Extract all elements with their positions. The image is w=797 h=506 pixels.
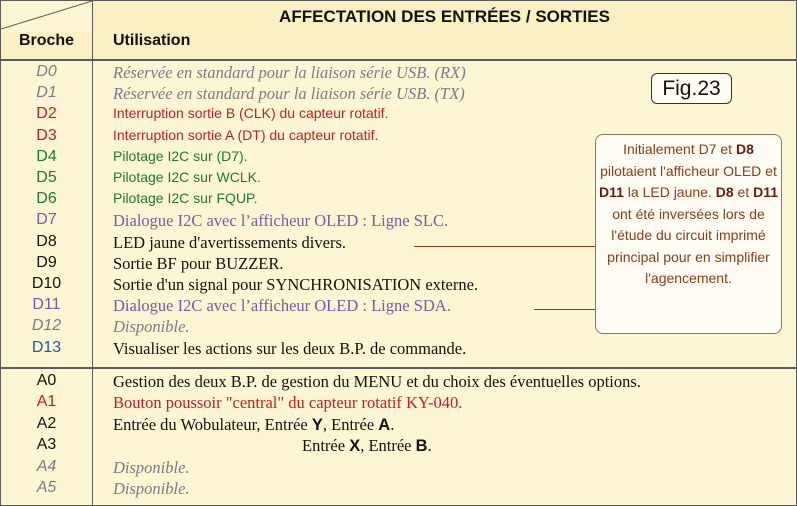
usage-text-part: , Entrée [360, 436, 416, 456]
note-text: D8 [715, 184, 734, 200]
pin-label: D11 [32, 296, 61, 314]
usage-text: Sortie d'un signal pour SYNCHRONISATION externe. [113, 275, 479, 294]
pin-label: D10 [31, 275, 62, 292]
note-box [595, 134, 782, 334]
usage-text-part: . [427, 436, 432, 456]
pin-label: D9 [36, 253, 57, 271]
pin-label: D13 [31, 338, 62, 356]
note-text: la LED jaune. [623, 184, 716, 200]
usage-text-part: X [349, 437, 361, 456]
note-text: Initialement D7 et [623, 141, 736, 157]
table-row [1, 458, 796, 479]
usage-text-part: Y [311, 415, 323, 434]
leader-line-d11 [534, 309, 595, 310]
usage-text: Dialogue I2C avec l’afficheur OLED : Ligne SLC. [113, 211, 449, 231]
usage-text-part: Entrée [302, 436, 350, 456]
divider [1, 367, 796, 369]
usage-text: Disponible. [113, 479, 190, 498]
usage-text: Bouton poussoir "central" du capteur rotatif KY-040. [113, 393, 463, 413]
usage-text-part: B [415, 437, 428, 456]
column-header-pin: Broche [18, 32, 75, 49]
usage-text: Pilotage I2C sur WCLK. [113, 169, 261, 185]
usage-text: Gestion des deux B.P. de gestion du MENU et du choix des éventuelles options. [113, 372, 641, 391]
usage-text-part: . [390, 414, 395, 434]
usage-text: Réservée en standard pour la liaison série USB. (RX) [113, 63, 466, 82]
note-text: D11 [598, 184, 624, 200]
column-divider [92, 1, 93, 505]
pin-label: A3 [36, 436, 57, 454]
corner-diagonal [1, 1, 93, 32]
usage-text [113, 415, 394, 435]
pin-label: D12 [31, 317, 62, 335]
pin-label: D6 [36, 190, 57, 208]
pin-label: D0 [36, 63, 57, 80]
pin-label: A0 [36, 372, 57, 389]
usage-text-part: Entrée du Wobulateur, Entrée [113, 414, 312, 434]
note-text: pilotaient l'afficheur OLED et [600, 162, 777, 179]
column-header-usage: Utilisation [113, 32, 191, 49]
table-row [1, 339, 796, 360]
pin-label: A1 [36, 393, 57, 411]
pin-label: D4 [36, 147, 57, 165]
table-row [1, 479, 796, 500]
pin-label: D1 [36, 84, 57, 102]
usage-text: Dialogue I2C avec l’afficheur OLED : Ligne SDA. [113, 296, 451, 316]
usage-text: Réservée en standard pour la liaison série USB. (TX) [113, 84, 465, 104]
usage-text: Pilotage I2C sur (D7). [113, 147, 248, 164]
usage-text: Sortie BF pour BUZZER. [113, 253, 284, 273]
pin-label: D8 [36, 232, 57, 250]
note-text: D11 [753, 184, 779, 200]
note-text: et [733, 184, 754, 200]
pin-label: D5 [36, 169, 57, 186]
leader-line-d8 [414, 246, 595, 247]
usage-text-part: , Entrée [322, 414, 379, 434]
pin-label: D7 [36, 211, 57, 229]
usage-text: LED jaune d'avertissements divers. [113, 232, 346, 252]
column-header-row [1, 32, 796, 59]
table-row [1, 105, 796, 126]
usage-text: Pilotage I2C sur FQUP. [113, 190, 258, 207]
pin-label: A4 [36, 457, 57, 475]
pin-label: D2 [36, 105, 57, 123]
usage-text: Disponible. [113, 317, 190, 337]
table-title: AFFECTATION DES ENTRÉES / SORTIES [93, 1, 796, 32]
usage-text-part: A [378, 415, 391, 434]
table-row [1, 372, 796, 393]
pin-label: D3 [36, 126, 57, 144]
table-row [1, 436, 796, 457]
table-row [1, 393, 796, 414]
pin-label: A5 [36, 479, 57, 496]
usage-text [302, 436, 432, 456]
usage-text: Interruption sortie B (CLK) du capteur rotatif. [113, 105, 389, 122]
usage-text: Interruption sortie A (DT) du capteur rotatif. [113, 126, 379, 143]
divider [1, 59, 796, 61]
note-text: D8 [735, 141, 754, 157]
figure-label: Fig.23 [651, 73, 732, 104]
usage-text: Disponible. [113, 457, 190, 477]
note-text: ont été inversées lors de l'étude du circuit imprimé principal pour en simplifier l'agencement. [607, 205, 770, 286]
table-row [1, 415, 796, 436]
usage-text: Visualiser les actions sur les deux B.P. de commande. [113, 338, 467, 358]
pin-label: A2 [36, 414, 57, 432]
